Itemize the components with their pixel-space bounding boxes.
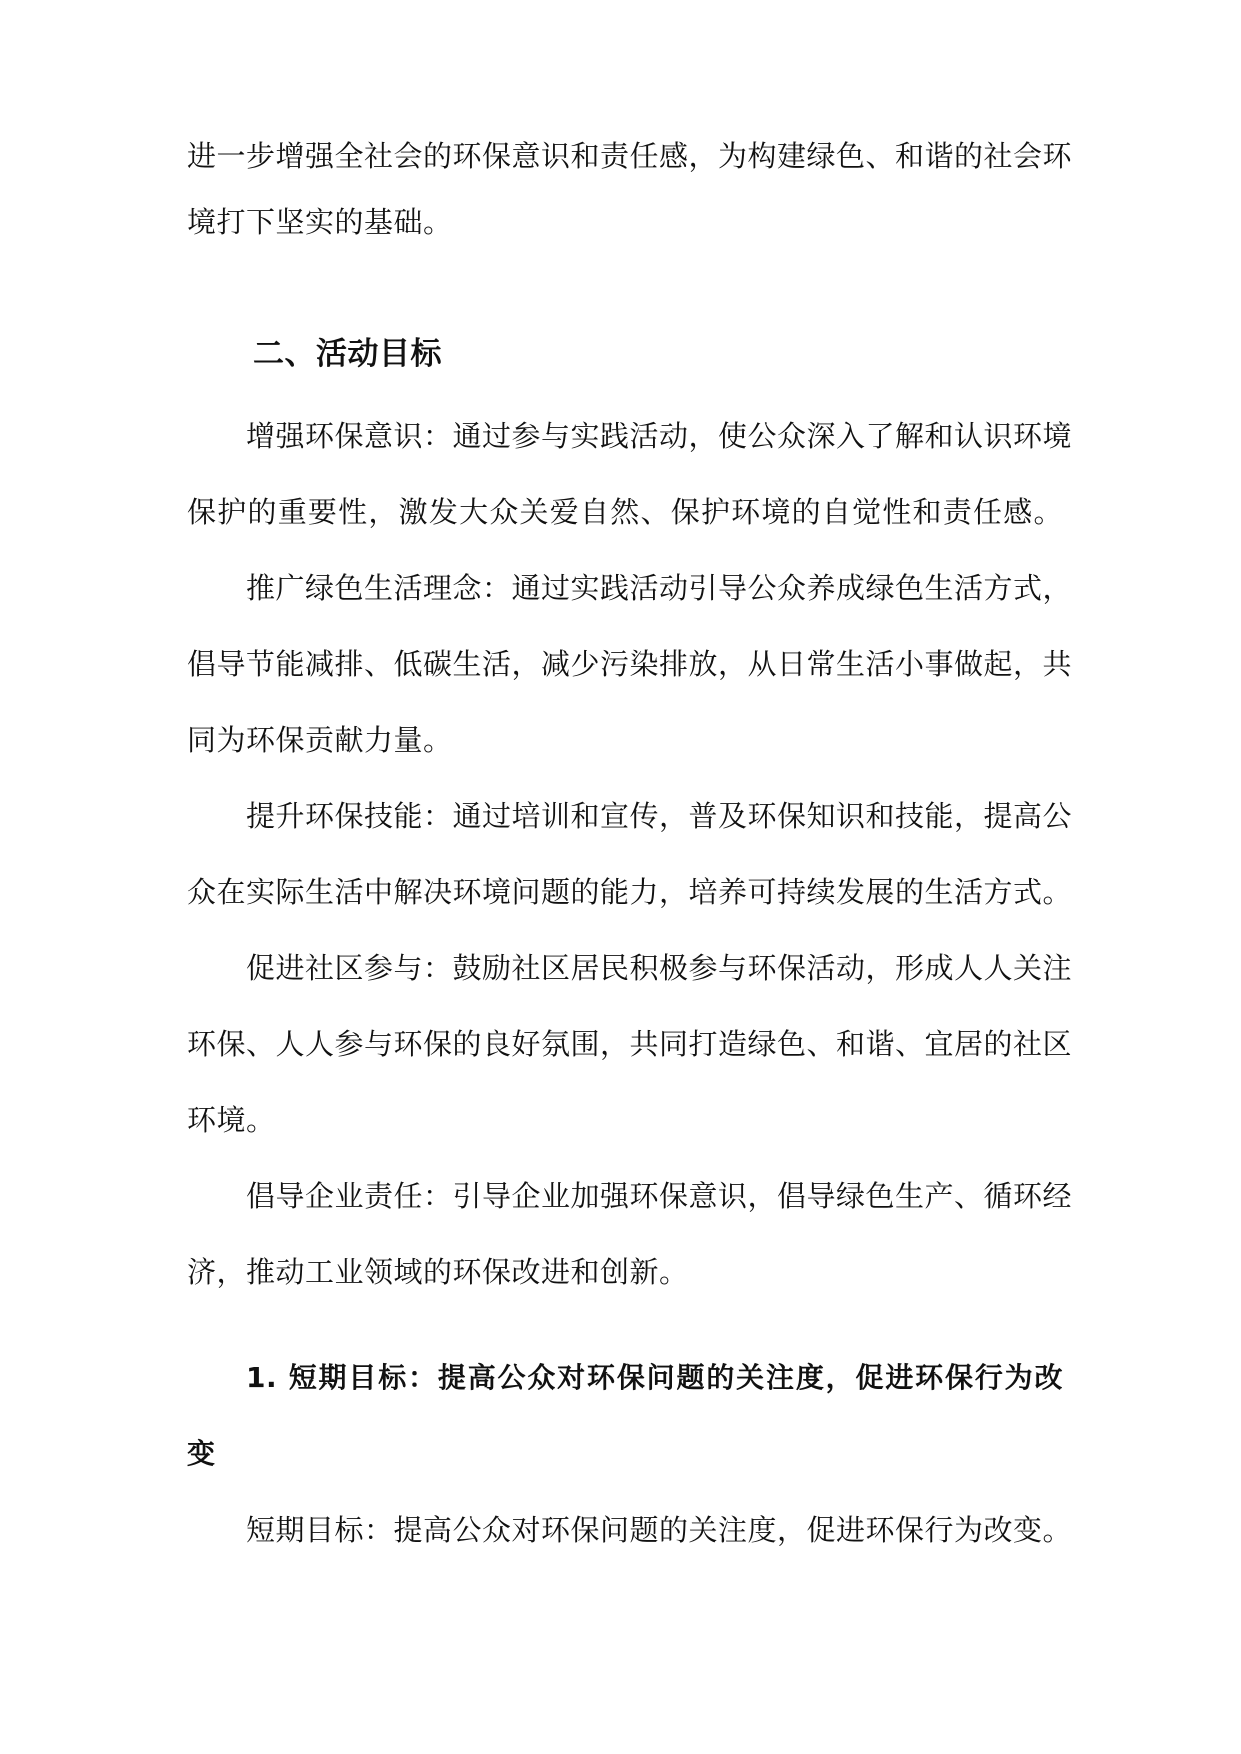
paragraph-2-line-1: 推广绿色生活理念：通过实践活动引导公众养成绿色生活方式，	[246, 571, 1073, 605]
paragraph-1-line-1: 增强环保意识：通过参与实践活动，使公众深入了解和认识环境	[246, 419, 1073, 453]
paragraph-4-line-1: 促进社区参与：鼓励社区居民积极参与环保活动，形成人人关注	[246, 951, 1073, 985]
subsection-body: 短期目标：提高公众对环保问题的关注度，促进环保行为改变。	[246, 1513, 1073, 1547]
subsection-heading-line-1: 1. 短期目标：提高公众对环保问题的关注度，促进环保行为改	[246, 1361, 1063, 1394]
paragraph-5-line-2: 济，推动工业领域的环保改进和创新。	[187, 1255, 689, 1289]
intro-line-2: 境打下坚实的基础。	[187, 205, 453, 239]
paragraph-3-line-1: 提升环保技能：通过培训和宣传，普及环保知识和技能，提高公	[246, 799, 1073, 833]
paragraph-4-line-2: 环保、人人参与环保的良好氛围，共同打造绿色、和谐、宜居的社区	[187, 1027, 1073, 1061]
section-heading: 二、活动目标	[253, 336, 442, 372]
paragraph-4-line-3: 环境。	[187, 1103, 276, 1137]
subsection-heading-line-2: 变	[187, 1437, 216, 1470]
paragraph-2-line-3: 同为环保贡献力量。	[187, 723, 453, 757]
paragraph-3-line-2: 众在实际生活中解决环境问题的能力，培养可持续发展的生活方式。	[187, 875, 1073, 909]
paragraph-2-line-2: 倡导节能减排、低碳生活，减少污染排放，从日常生活小事做起，共	[187, 647, 1073, 681]
intro-line-1: 进一步增强全社会的环保意识和责任感，为构建绿色、和谐的社会环	[187, 139, 1073, 173]
paragraph-1-line-2: 保护的重要性，激发大众关爱自然、保护环境的自觉性和责任感。	[187, 495, 1063, 529]
paragraph-5-line-1: 倡导企业责任：引导企业加强环保意识，倡导绿色生产、循环经	[246, 1179, 1073, 1213]
